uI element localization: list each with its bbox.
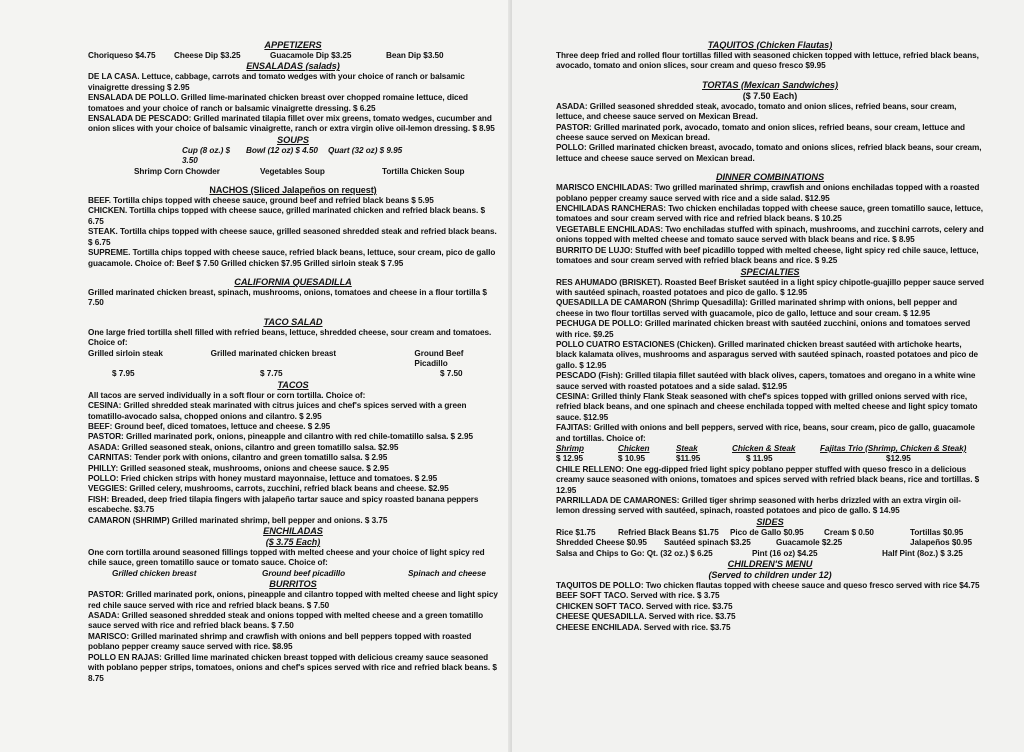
- sides-row: [556, 538, 984, 548]
- side-item: Pico de Gallo $0.95: [730, 527, 804, 537]
- tacos-item: POLLO: Fried chicken strips with honey mustard mayonnaise, lettuce and tomatoes. $ 2.95: [88, 474, 438, 483]
- taco-salad-option: Ground Beef Picadillo: [414, 348, 464, 368]
- appetizer-item: Cheese Dip $3.25: [174, 51, 241, 60]
- specialty-item: FAJITAS: Grilled with onions and bell peppers, served with rice, beans, sour cream, pico de gallo, guacamole and tortillas. Choice of:: [556, 423, 975, 443]
- tortas-item: POLLO: Grilled marinated chicken breast, avocado, tomato and onions slices, refried black beans, sour cream, lettuce and cheese sauce served on Mexican bread.: [556, 143, 982, 163]
- taco-salad-option: Grilled sirloin steak: [88, 348, 163, 358]
- children-item: BEEF SOFT TACO. Served with rice. $ 3.75: [556, 591, 720, 601]
- nachos-item: STEAK. Tortilla chips topped with cheese sauce, grilled seasoned shredded steak and refried black beans. $ 6.75: [88, 227, 497, 247]
- sides-heading: SIDES: [756, 516, 784, 527]
- tacos-item: ASADA: Grilled seasoned steak, onions, cilantro and green tomatillo salsa. $2.95: [88, 442, 399, 452]
- fajita-prices-row: [556, 454, 984, 464]
- fajita-option: Chicken: [618, 444, 650, 453]
- ensaladas-heading: ENSALADAS (salads): [246, 61, 340, 72]
- ensalada-item: DE LA CASA. Lettuce, cabbage, carrots and tomato wedges with your choice of ranch or balsamic vinaigrette dressing $ 2.95: [88, 72, 465, 92]
- taco-salad-heading: TACO SALAD: [263, 316, 323, 327]
- nachos-item: SUPREME. Tortilla chips topped with cheese sauce, refried black beans, lettuce, sour cream, pico de gallo guacamole. Choice of: Beef $ 7.50 Grilled chicken $7.95 Grilled sirloin steak $ 7.95: [88, 248, 496, 268]
- enchilada-option: Spinach and cheese: [408, 568, 486, 578]
- tortas-item: ASADA: Grilled seasoned shredded steak, avocado, tomato and onion slices, refried beans, sour cream, lettuce, and cheese sauce served on Mexican Bread.: [556, 101, 957, 122]
- specialty-item: CHILE RELLENO: One egg-dipped fried light spicy poblano pepper stuffed with queso fresco in a delicious creamy sauce seasoned with onions, tomatoes and spices served with refried black beans, rice and tortillas. $ 12.95: [556, 464, 980, 495]
- menu-page-right: [512, 0, 1024, 752]
- sides-row: [556, 549, 984, 559]
- tortas-price: ($ 7.50 Each): [742, 90, 798, 101]
- dinner-item: BURRITO DE LUJO: Stuffed with beef picadillo topped with melted cheese, light spicy red chile sauce, lettuce, tomatoes and sour cream served with refried black beans and rice. $ 9.25: [556, 245, 979, 266]
- tacos-item: BEEF: Ground beef, diced tomatoes, lettuce and cheese. $ 2.95: [88, 421, 331, 431]
- ensalada-item: ENSALADA DE POLLO. Grilled lime-marinated chicken breast over chopped romaine lettuce, diced tomatoes and your choice of ranch or balsamic vinaigrette dressing. $ 6.25: [88, 93, 469, 113]
- tacos-item: CARNITAS: Tender pork with onions, cilantro and green tomatillo salsa. $ 2.95: [88, 453, 388, 463]
- appetizers-row: [88, 51, 498, 61]
- soup-kind: Vegetables Soup: [260, 166, 325, 176]
- children-item: CHICKEN SOFT TACO. Served with rice. $3.75: [556, 601, 733, 611]
- enchilada-option: Grilled chicken breast: [112, 568, 197, 578]
- nachos-item: BEEF. Tortilla chips topped with cheese sauce, ground beef and refried black beans $ 5.95: [88, 196, 434, 206]
- taco-salad-text: One large fried tortilla shell filled with refried beans, lettuce, shredded cheese, sour cream and tomatoes. Choice of:: [88, 327, 492, 348]
- tortas-item: PASTOR: Grilled marinated pork, avocado, tomato and onion slices, refried beans, sour cream, lettuce and cheese sauce served on Mexican bread.: [556, 122, 965, 143]
- side-item: Cream $ 0.50: [824, 527, 874, 537]
- taquitos-heading: TAQUITOS (Chicken Flautas): [707, 40, 833, 50]
- burritos-heading: BURRITOS: [269, 579, 317, 590]
- side-item: Rice $1.75: [556, 527, 596, 537]
- fajita-option: Fajitas Trio (Shrimp, Chicken & Steak): [820, 444, 967, 453]
- fajita-price: $ 11.95: [746, 454, 773, 464]
- fajita-price: $ 10.95: [618, 454, 645, 464]
- taco-salad-prices-row: [88, 369, 498, 379]
- appetizers-heading: APPETIZERS: [264, 40, 322, 50]
- soup-kind: Tortilla Chicken Soup: [382, 166, 465, 176]
- children-heading: CHILDREN'S MENU: [727, 559, 813, 570]
- specialties-heading: SPECIALTIES: [740, 266, 800, 277]
- specialty-item: PECHUGA DE POLLO: Grilled marinated chicken breast with sautéed zucchini, onions and tomatoes served with rice. $9.25: [556, 319, 971, 339]
- tacos-item: VEGGIES: Grilled celery, mushrooms, carrots, zucchini, refried black beans and cheese. $2.95: [88, 484, 449, 494]
- specialty-item: QUESADILLA DE CAMARON (Shrimp Quesadilla): Grilled marinated shrimp with onions, bell pepper and cheese in two flour tortillas served with guacamole, pico de gallo, lettuce and sour cream. $ 12.95: [556, 298, 958, 318]
- enchilada-option: Ground beef picadillo: [262, 568, 346, 578]
- soup-size: Cup (8 oz.) $ 3.50: [182, 145, 231, 166]
- appetizer-item: Guacamole Dip $3.25: [270, 51, 352, 60]
- enchiladas-heading: ENCHILADAS: [263, 526, 323, 537]
- children-item: CHEESE QUESADILLA. Served with rice. $3.75: [556, 612, 736, 622]
- tacos-item: All tacos are served individually in a soft flour or corn tortilla. Choice of:: [88, 390, 366, 400]
- specialty-item: PESCADO (Fish): Grilled tilapia fillet sautéed with black olives, capers, tomatoes and oregano in a white wine sauce served with roasted potatoes and a side salad. $12.95: [556, 371, 976, 391]
- taquitos-text: Three deep fried and rolled flour tortillas filled with seasoned chicken topped with lettuce, refried black beans, avocado, tomato and onion slices, sour cream and queso fresco $9.95: [556, 51, 979, 71]
- quesadilla-text: Grilled marinated chicken breast, spinach, mushrooms, onions, tomatoes and cheese in a flour tortilla $ 7.50: [88, 287, 487, 308]
- specialty-item: PARRILLADA DE CAMARONES: Grilled tiger shrimp seasoned with herbs drizzled with an extra virgin oil-lemon dressing served with sautéed, spinach, roasted potatoes and pico de gallo. $ 14.95: [556, 496, 961, 516]
- fajita-price: $12.95: [886, 454, 911, 464]
- tacos-item: FISH: Breaded, deep fried tilapia fingers with jalapeño tartar sauce and spicy roasted banana peppers escabeche. $3.75: [88, 494, 479, 515]
- taco-salad-price: $ 7.50: [440, 369, 463, 379]
- tacos-heading: TACOS: [277, 379, 309, 390]
- side-item: Sautéed spinach $3.25: [664, 538, 751, 548]
- tacos-item: CAMARON (SHRIMP) Grilled marinated shrimp, bell pepper and onions. $ 3.75: [88, 515, 388, 525]
- dinner-heading: DINNER COMBINATIONS: [715, 172, 825, 183]
- fajita-price: $11.95: [676, 454, 701, 464]
- enchiladas-price: ($ 3.75 Each): [265, 537, 321, 548]
- dinner-item: ENCHILADAS RANCHERAS: Two chicken enchiladas topped with cheese sauce, green tomatillo sauce, lettuce, tomatoes and sour cream served with rice and refried black beans. $ 10.25: [556, 204, 983, 224]
- sides-row: [556, 528, 984, 538]
- dinner-item: VEGETABLE ENCHILADAS: Two enchiladas stuffed with spinach, mushrooms, and zucchini carrots, celery and onions topped with melted cheese and tomato sauce served with black beans and rice. $ 8.95: [556, 224, 984, 245]
- fajita-option: Chicken & Steak: [732, 444, 796, 453]
- fajita-price: $ 12.95: [556, 454, 583, 464]
- children-item: TAQUITOS DE POLLO: Two chicken flautas topped with cheese sauce and queso fresco served with rice $4.75: [556, 581, 980, 591]
- children-subtitle: (Served to children under 12): [708, 570, 832, 581]
- taco-salad-options-row: [88, 349, 498, 370]
- nachos-heading: NACHOS (Sliced Jalapeños on request): [209, 185, 377, 196]
- soup-kinds-row: [88, 167, 498, 177]
- specialty-item: POLLO CUATRO ESTACIONES (Chicken). Grilled marinated chicken breast sautéed with artichoke hearts, black kalamata olives, mushrooms and asparagus served with sautéed spinach, roasted potatoes and pico de gallo. $ 12.95: [556, 339, 979, 370]
- enchiladas-text: One corn tortilla around seasoned fillings topped with melted cheese and your choice of light spicy red chile sauce, green tomatillo sauce or tomato sauce. Choice of:: [88, 548, 485, 568]
- tacos-item: CESINA: Grilled shredded steak marinated with citrus juices and chef's spices served with a green tomatillo-avocado salsa, chopped onions and cilantro. $ 2.95: [88, 401, 467, 421]
- burritos-item: POLLO EN RAJAS: Grilled lime marinated chicken breast topped with delicious creamy sauce seasoned with poblano pepper strips, tomatoes, onions and chef's spices served with rice and refried black beans. $ 8.75: [88, 652, 497, 683]
- specialty-item: CESINA: Grilled thinly Flank Steak seasoned with chef's spices topped with grilled onions served with rice, refried black beans, and one spinach and cheese enchilada topped with melted cheese and light spicy tomato sauce. $12.95: [556, 391, 978, 422]
- taco-salad-price: $ 7.95: [112, 369, 135, 379]
- tacos-item: PHILLY: Grilled seasoned steak, mushrooms, onions and cheese sauce. $ 2.95: [88, 463, 389, 473]
- fajita-option: Shrimp: [556, 444, 584, 453]
- side-item: Salsa and Chips to Go: Qt. (32 oz.) $ 6.25: [556, 548, 713, 558]
- soup-sizes-row: [88, 146, 498, 167]
- soups-heading: SOUPS: [277, 134, 309, 145]
- side-item: Shredded Cheese $0.95: [556, 538, 647, 548]
- dinner-item: MARISCO ENCHILADAS: Two grilled marinated shrimp, crawfish and onions enchiladas topped with a roasted poblano pepper creamy sauce served with rice and a side salad. $12.95: [556, 183, 980, 203]
- soup-size: Quart (32 oz) $ 9.95: [328, 145, 403, 155]
- quesadilla-heading: CALIFORNIA QUESADILLA: [234, 276, 352, 287]
- appetizer-item: Choriqueso $4.75: [88, 51, 156, 60]
- soup-size: Bowl (12 oz) $ 4.50: [246, 145, 318, 155]
- fajita-option: Steak: [676, 444, 698, 453]
- burritos-item: PASTOR: Grilled marinated pork, onions, pineapple and cilantro topped with melted cheese and light spicy red chile sauce served with rice and refried black beans. $ 7.50: [88, 590, 498, 610]
- burritos-item: MARISCO: Grilled marinated shrimp and crawfish with onions and bell peppers topped with roasted poblano pepper creamy sauce served with rice. $8.95: [88, 631, 472, 652]
- side-item: Tortillas $0.95: [910, 527, 964, 537]
- side-item: Guacamole $2.25: [776, 538, 843, 548]
- burritos-item: ASADA: Grilled seasoned shredded steak and onions topped with melted cheese and a green tomatillo sauce served with rice and refried black beans. $ 7.50: [88, 611, 484, 631]
- taco-salad-price: $ 7.75: [260, 369, 283, 379]
- soup-kind: Shrimp Corn Chowder: [134, 166, 220, 176]
- specialty-item: RES AHUMADO (BRISKET). Roasted Beef Brisket sautéed in a light spicy chipotle-guajillo pepper sauce served with sautéed spinach, roasted potatoes and pico de gallo. $ 12.95: [556, 277, 984, 297]
- side-item: Pint (16 oz) $4.25: [752, 548, 818, 558]
- tortas-heading: TORTAS (Mexican Sandwiches): [702, 79, 838, 90]
- side-item: Half Pint (8oz.) $ 3.25: [882, 548, 963, 558]
- enchiladas-options-row: [88, 569, 498, 579]
- tacos-item: PASTOR: Grilled marinated pork, onions, pineapple and cilantro with red chile-tomatillo salsa. $ 2.95: [88, 432, 474, 442]
- taco-salad-option: Grilled marinated chicken breast: [210, 348, 337, 358]
- appetizer-item: Bean Dip $3.50: [386, 51, 444, 60]
- side-item: Refried Black Beans $1.75: [618, 527, 719, 537]
- nachos-item: CHICKEN. Tortilla chips topped with cheese sauce, grilled marinated chicken and refried black beans. $ 6.75: [88, 206, 485, 226]
- children-item: CHEESE ENCHILADA. Served with rice. $3.75: [556, 622, 731, 632]
- fajita-options-row: [556, 444, 984, 454]
- ensalada-item: ENSALADA DE PESCADO: Grilled marinated tilapia fillet over mix greens, tomato wedges, cucumber and onion slices with your choice of balsamic vinaigrette, ranch or extra virgin olive oil-lemon dressing. $ 8.95: [88, 114, 495, 134]
- side-item: Jalapeños $0.95: [910, 538, 973, 548]
